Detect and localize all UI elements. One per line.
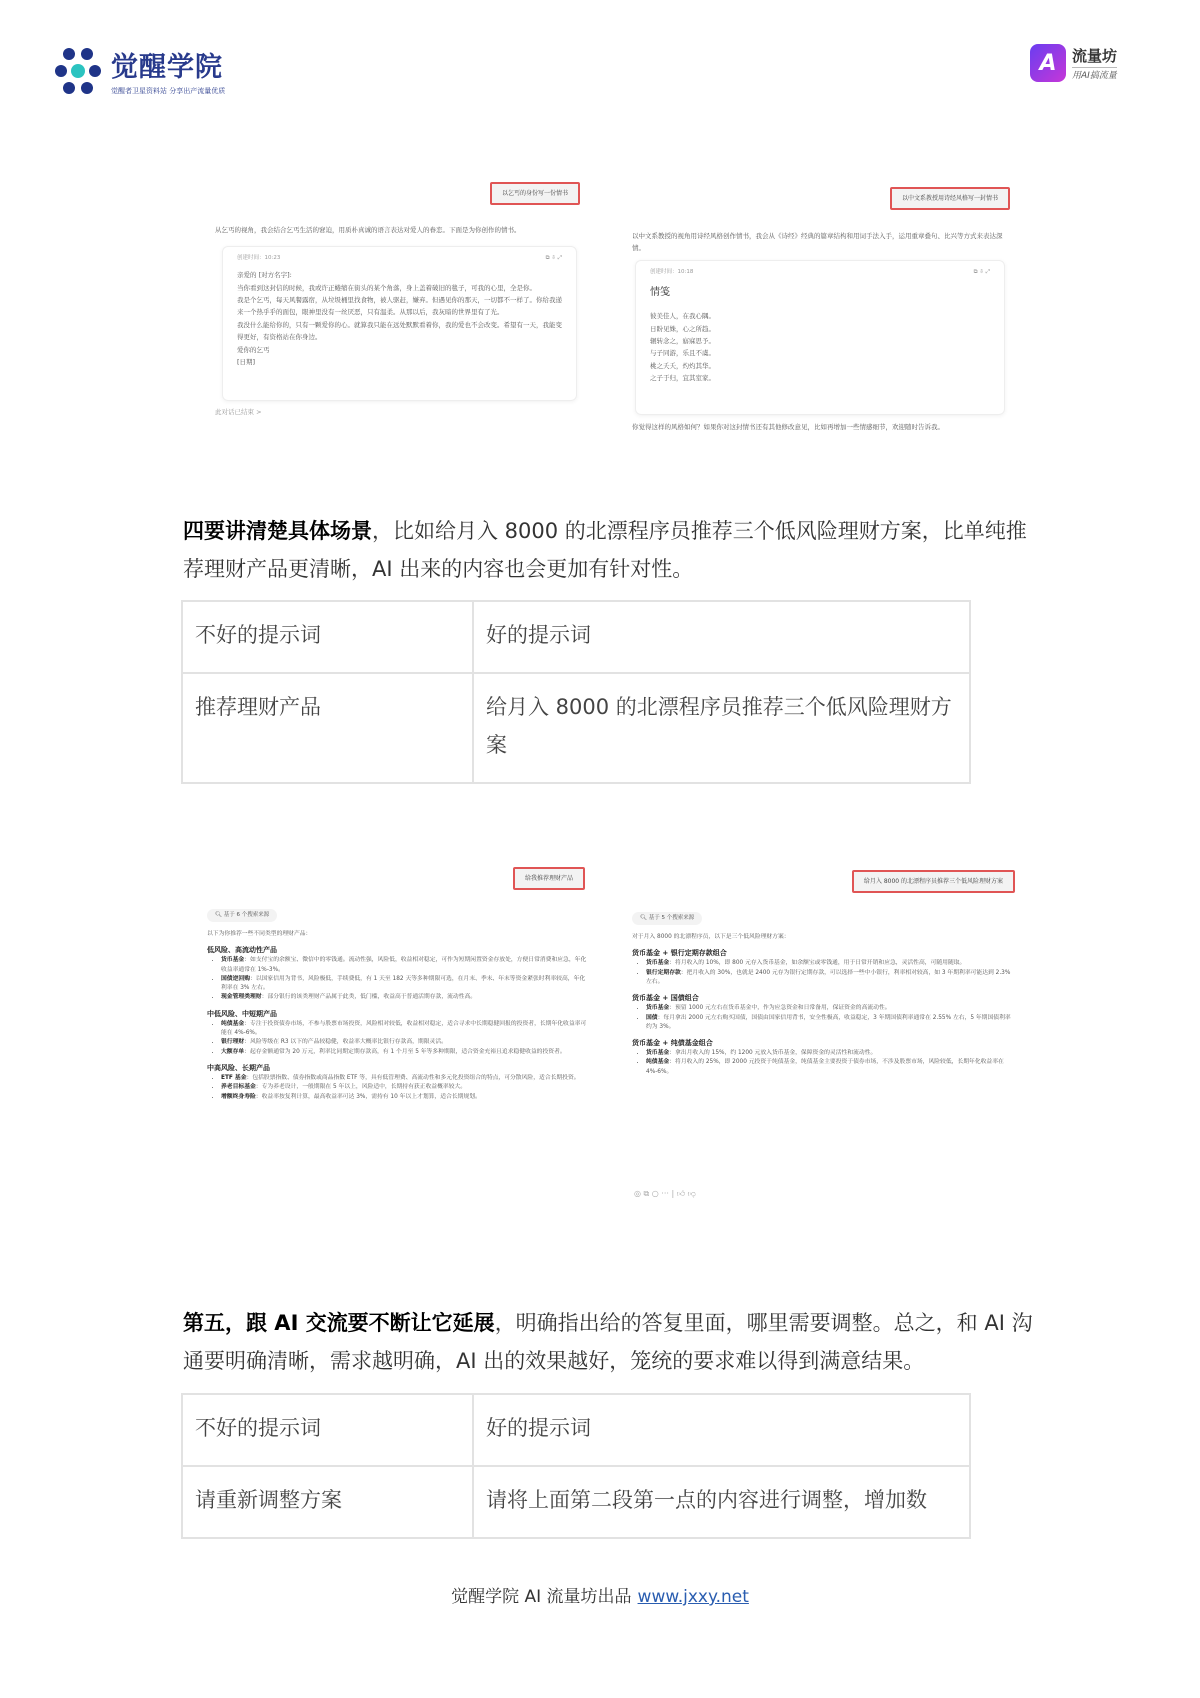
list-item: • 大额存单：起存金额通常为 20 万元，利率比同期定期存款高，有 1 个月至 5 年等多种期限，适合资金充裕且追求稳健收益的投资者。 — [221, 1048, 587, 1057]
table-header: 好的提示词 — [473, 601, 970, 673]
list-item: • ETF 基金：包括股票指数、债券指数或商品指数 ETF 等，具有低管理费、高流动性和多元化投资组合的特点，可分散风险，适合长期投资。 — [221, 1074, 587, 1083]
page-footer — [0, 1582, 1200, 1607]
list-item: • 国债：每月拿出 2000 元左右购买国债，国债由国家信用背书，安全性极高，收益稳定，3 年期国债利率通常在 2.55% 左右，5 年期国债利率约为 3%。 — [646, 1014, 1012, 1033]
prompt-bubble: 以乞丐的身份写一份情书 — [490, 182, 580, 205]
item-desc: 把月收入的 30%，也就是 2400 元存为银行定期存款，可以选择一些中小银行，利率相对较高，如 3 年期利率可能达到 2.3% 左右。 — [646, 969, 1011, 985]
created-time: 创建时间：10:18 — [650, 269, 694, 275]
item-desc: 专注于投资债券市场，不参与股票市场投资，风险相对较低，收益相对稳定，适合寻求中长期稳健回报的投资者，长期年化收益率可能在 4%-6%。 — [221, 1020, 587, 1037]
table-cell: 请重新调整方案 — [182, 1466, 473, 1538]
list-item: • 货币基金：预留 1000 元左右在货币基金中，作为应急资金和日常备用，保证资金的高流动性。 — [646, 1004, 1012, 1013]
item-desc: 以国家信用为背书，风险极低，手续费低，有 1 天至 182 天等多种期限可选，在月末、季末、年末等资金紧张时利率较高，年化利率在 3% 左右。 — [221, 975, 586, 992]
item-term: 货币基金 — [646, 960, 670, 967]
brand-right-tagline: 用AI搞流量 — [1072, 71, 1117, 81]
item-desc: 风险等级在 R3 以下的产品较稳健，收益率大概率比银行存款高，期限灵活。 — [250, 1039, 447, 1046]
card-actions-icon[interactable]: ⧉ ⇩ ⤢ — [973, 269, 990, 275]
item-term: 现金管理类理财 — [221, 994, 262, 1001]
list-item: • 养老目标基金：专为养老设计，一般期限在 5 年以上，风险适中，长期持有获正收益概率较大。 — [221, 1083, 587, 1092]
item-term: 银行理财 — [221, 1039, 245, 1046]
list-item: • 国债逆回购：以国家信用为背书，风险极低，手续费低，有 1 天至 182 天等多种期限可选，在月末、季末、年末等资金紧张时利率较高，年化利率在 3% 左右。 — [221, 975, 587, 994]
section-heading: 货币基金 + 国债组合 — [632, 994, 699, 1003]
table-cell: 给月入 8000 的北漂程序员推荐三个低风险理财方案 — [473, 673, 970, 783]
section-5-text: ，明确指出给的答复里面，哪里需要调整。总之，和 AI 沟通要明确清晰，需求越明确，AI 出的效果越好，笼统的要求难以得到满意结果。 — [183, 1311, 1033, 1373]
item-term: 银行定期存款 — [646, 969, 681, 976]
intro-text: 以下为你推荐一些不同类型的理财产品： — [207, 930, 312, 937]
item-desc: 拿出月收入的 15%，约 1200 元放入货币基金，保障资金的灵活性和流动性。 — [675, 1050, 877, 1057]
item-term: 养老目标基金 — [221, 1084, 256, 1091]
item-term: 纯债基金 — [221, 1020, 245, 1027]
item-desc: 将月收入的 25%，即 2000 元投资于纯债基金，纯债基金主要投资于债券市场，不涉及股票市场，风险较低，长期年化收益率在 4%-6%。 — [646, 1059, 1004, 1075]
bullet-list — [207, 1020, 587, 1057]
line: 彼美佳人，在我心隅。 — [650, 312, 715, 321]
section-heading: 货币基金 + 银行定期存款组合 — [632, 949, 727, 958]
table-header: 好的提示词 — [473, 1394, 970, 1466]
card-actions-icon[interactable]: ⧉ ⇩ ⤢ — [545, 255, 562, 261]
list-item: • 增额终身寿险：收益率按复利计算，最高收益率可达 3%，需持有 10 年以上才划算，适合长期规划。 — [221, 1093, 587, 1102]
item-term: 大额存单 — [221, 1048, 245, 1055]
item-desc: 将月收入的 10%，即 800 元存入货币基金，如余额宝或零钱通，用于日常开销和应急，灵活性高，可随用随取。 — [675, 960, 966, 967]
followup-text: 你觉得这样的风格如何？如果你对这封情书还有其他修改意见，比如再增加一些情感细节，欢迎随时告诉我。 — [632, 423, 944, 431]
screenshot-beggar-letter — [210, 178, 580, 423]
line: [日期] — [237, 357, 256, 366]
conversation-link[interactable]: 此对话已结束 > — [215, 408, 262, 416]
prompt-bubble: 给我推荐理财产品 — [513, 867, 585, 890]
section-4-text: ，比如给月入 8000 的北漂程序员推荐三个低风险理财方案，比单纯推荐理财产品更清晰，AI 出来的内容也会更加有针对性。 — [183, 519, 1027, 581]
sources-chip[interactable]: 🔍︎ 基于 5 个搜索来源 — [632, 912, 702, 925]
section-heading: 货币基金 + 纯债基金组合 — [632, 1039, 713, 1048]
sources-label: 基于 6 个搜索来源 — [223, 912, 270, 918]
line: 当你看到这封信的时候，我或许正蜷缩在街头的某个角落，身上盖着破旧的毯子，可我的心里，全是你。 — [237, 283, 536, 292]
website-link[interactable]: www.jxxy.net — [637, 1587, 749, 1607]
intro-text: 以中文系教授的视角用诗经风格创作情书，我会从《诗经》经典的篇章结构和用词手法入手，运用重章叠句、比兴等方式来表达深情。 — [632, 232, 1003, 253]
line: 与子同游，乐且不虞。 — [650, 349, 715, 358]
line: 爱你的乞丐 — [237, 345, 270, 354]
item-term: 国债 — [646, 1014, 658, 1021]
message-actions-icons[interactable]: ◎ ⧉ ○ ··· | 👍︎ 👎︎ — [634, 1189, 696, 1198]
table-cell: 请将上面第二段第一点的内容进行调整，增加数 — [473, 1466, 970, 1538]
section-heading: 中低风险、中短期产品 — [207, 1009, 277, 1018]
sources-label: 基于 5 个搜索来源 — [648, 915, 695, 921]
line: 日盼见姝，心之所趋。 — [650, 324, 715, 333]
bullet-list — [632, 959, 1012, 987]
intro-text: 从乞丐的视角，我会结合乞丐生活的窘迫，用质朴真诚的语言表达对爱人的眷恋。下面是为你创作的情书。 — [215, 226, 521, 234]
item-term: 纯债基金 — [646, 1059, 670, 1066]
bullet-list — [207, 956, 587, 1002]
list-item: • 银行理财：风险等级在 R3 以下的产品较稳健，收益率大概率比银行存款高，期限灵活。 — [221, 1038, 587, 1047]
screenshot-specific-finance — [630, 868, 1015, 1208]
item-desc: 预留 1000 元左右在货币基金中，作为应急资金和日常备用，保证资金的高流动性。 — [675, 1005, 891, 1012]
letter-card — [635, 260, 1005, 415]
list-item: • 银行定期存款：把月收入的 30%，也就是 2400 元存为银行定期存款，可以选择一些中小银行，利率相对较高，如 3 年期利率可能达到 2.3% 左右。 — [646, 969, 1012, 988]
prompt-compare-table-4 — [181, 600, 971, 784]
line: 之子于归，宜其室家。 — [650, 374, 715, 383]
section-heading: 低风险、高流动性产品 — [207, 946, 277, 955]
item-term: 货币基金 — [221, 957, 245, 964]
section-heading: 中高风险、长期产品 — [207, 1063, 270, 1072]
list-item: • 纯债基金：专注于投资债券市场，不参与股票市场投资，风险相对较低，收益相对稳定，适合寻求中长期稳健回报的投资者，长期年化收益率可能在 4%-6%。 — [221, 1020, 587, 1039]
footer-text: 觉醒学院 AI 流量坊出品 — [451, 1587, 632, 1607]
screenshot-poetry-letter — [630, 185, 1010, 440]
brand-tagline: 觉醒者卫星资料站 分享出产流量优质 — [111, 87, 226, 95]
line: 桃之夭夭，灼灼其华。 — [650, 361, 715, 370]
bullet-list — [207, 1074, 587, 1102]
list-item: • 现金管理类理财：部分银行的该类理财产品属于此类，低门槛，收益高于普通活期存款，流动性高。 — [221, 993, 587, 1002]
screenshot-generic-finance — [205, 865, 590, 1235]
item-desc: 部分银行的该类理财产品属于此类，低门槛，收益高于普通活期存款，流动性高。 — [267, 994, 477, 1001]
line: 辗转念之，寤寐思予。 — [650, 337, 715, 346]
section-4-bold: 四要讲清楚具体场景 — [183, 519, 372, 543]
created-time: 创建时间：10:23 — [237, 255, 281, 261]
brand-logo-right — [1030, 44, 1117, 82]
letter-card — [222, 246, 577, 401]
brand-right-name: 流量坊 — [1072, 45, 1117, 68]
prompt-bubble: 给月入 8000 的北漂程序员推荐三个低风险理财方案 — [852, 870, 1015, 893]
list-item: • 货币基金：拿出月收入的 15%，约 1200 元放入货币基金，保障资金的灵活性和流动性。 — [646, 1049, 1012, 1058]
item-term: 增额终身寿险 — [221, 1093, 256, 1100]
intro-text: 对于月入 8000 的北漂程序员，以下是三个低风险理财方案： — [632, 933, 790, 940]
line: 我是个乞丐，每天风餐露宿，从垃圾桶里找食物，被人驱赶，嫌弃。但遇见你的那天，一切都不一样了。你给我递来一个热乎乎的面包，眼神里没有一丝厌恶，只有温柔。从那以后，我灰暗的世界里有了光。 — [237, 296, 562, 317]
item-desc: 如支付宝的余额宝、微信中的零钱通。流动性强，风险低，收益相对稳定，可作为短期闲置资金存放处，方便日常消费和应急，年化收益率通常在 1%-3%。 — [221, 957, 587, 973]
dots-logo-icon — [55, 48, 101, 94]
line: 我没什么能给你的，只有一颗爱你的心。就算我只能在远处默默看着你，我的爱也不会改变。希望有一天，我能变得更好，有资格站在你身边。 — [237, 320, 562, 342]
item-term: 国债逆回购 — [221, 975, 250, 982]
item-desc: 包括股票指数、债券指数或商品指数 ETF 等，具有低管理费、高流动性和多元化投资组合的特点，可分散风险，适合长期投资。 — [252, 1075, 580, 1082]
section-5-paragraph — [183, 1304, 1033, 1380]
list-item: • 货币基金：将月收入的 10%，即 800 元存入货币基金，如余额宝或零钱通，用于日常开销和应急，灵活性高，可随用随取。 — [646, 959, 1012, 968]
item-desc: 起存金额通常为 20 万元，利率比同期定期存款高，有 1 个月至 5 年等多种期限，适合资金充裕且追求稳健收益的投资者。 — [250, 1048, 566, 1055]
bullet-list — [632, 1049, 1012, 1077]
prompt-bubble: 以中文系教授用诗经风格写一封情书 — [890, 187, 1010, 210]
brand-name: 觉醒学院 — [111, 52, 223, 83]
item-term: 货币基金 — [646, 1050, 670, 1057]
brand-logo-left — [55, 45, 225, 96]
item-desc: 专为养老设计，一般期限在 5 年以上，风险适中，长期持有获正收益概率较大。 — [261, 1084, 467, 1091]
sources-chip[interactable]: 🔍︎ 基于 6 个搜索来源 — [207, 909, 277, 922]
table-cell: 推荐理财产品 — [182, 673, 473, 783]
list-item: • 纯债基金：将月收入的 25%，即 2000 元投资于纯债基金，纯债基金主要投资于债券市场，不涉及股票市场，风险较低，长期年化收益率在 4%-6%。 — [646, 1058, 1012, 1077]
table-header: 不好的提示词 — [182, 601, 473, 673]
ai-logo-icon: A — [1030, 44, 1066, 82]
item-desc: 收益率按复利计算，最高收益率可达 3%，需持有 10 年以上才划算，适合长期规划。 — [261, 1093, 481, 1100]
line: 亲爱的 [对方名字]: — [237, 271, 292, 280]
section-5-bold: 第五，跟 AI 交流要不断让它延展 — [183, 1311, 495, 1335]
item-term: 货币基金 — [646, 1005, 670, 1012]
prompt-compare-table-5 — [181, 1393, 971, 1539]
section-4-paragraph — [183, 512, 1033, 588]
list-item: • 货币基金：如支付宝的余额宝、微信中的零钱通。流动性强，风险低，收益相对稳定，可作为短期闲置资金存放处，方便日常消费和应急，年化收益率通常在 1%-3%。 — [221, 956, 587, 975]
item-desc: 每月拿出 2000 元左右购买国债，国债由国家信用背书，安全性极高，收益稳定，3 年期国债利率通常在 2.55% 左右，5 年期国债利率约为 3%。 — [646, 1014, 1011, 1030]
bullet-list — [632, 1004, 1012, 1032]
table-header: 不好的提示词 — [182, 1394, 473, 1466]
letter-title: 情笺 — [650, 287, 670, 299]
item-term: ETF 基金 — [221, 1075, 247, 1082]
